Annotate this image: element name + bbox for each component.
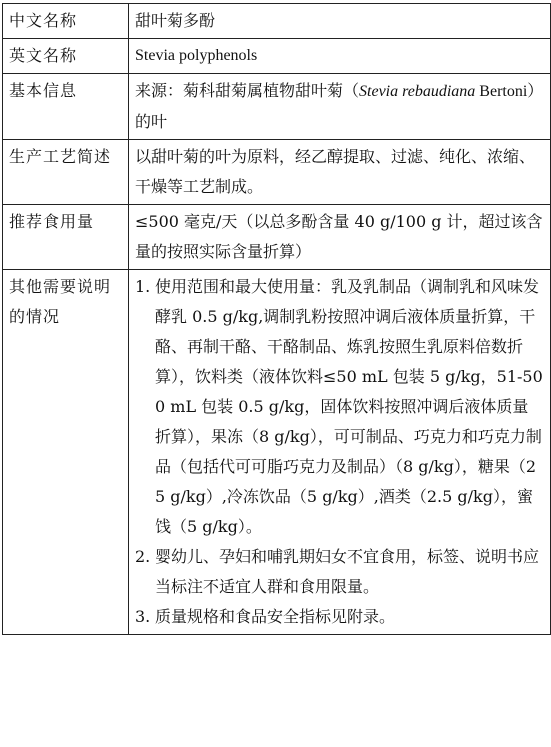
row-value [129, 270, 551, 635]
list-item [135, 542, 544, 602]
table-row-process [3, 140, 551, 205]
list-item [135, 602, 544, 632]
species-name-italic: Stevia rebaudiana [359, 83, 476, 100]
list-item-number: 2. [135, 547, 151, 566]
table-row-recommended-intake [3, 205, 551, 270]
list-item [135, 272, 544, 542]
list-item-text: 质量规格和食品安全指标见附录。 [155, 607, 396, 626]
row-value [129, 74, 551, 140]
table-row-english-name [3, 39, 551, 74]
source-text-post: ）的叶 [135, 81, 544, 131]
row-value: ≤500 毫克/天（以总多酚含量 40 g/100 g 计，超过该含量的按照实际含量折算） [129, 205, 551, 270]
row-label: 推荐食用量 [3, 205, 129, 270]
list-item-text: 婴幼儿、孕妇和哺乳期妇女不宜食用，标签、说明书应当标注不适宜人群和食用限量。 [155, 547, 540, 596]
table-row-chinese-name [3, 4, 551, 39]
row-label: 生产工艺简述 [3, 140, 129, 205]
row-label: 基本信息 [3, 74, 129, 140]
row-value: 甜叶菊多酚 [129, 4, 551, 39]
row-label: 中文名称 [3, 4, 129, 39]
list-item-number: 1. [135, 277, 151, 296]
table-row-basic-info [3, 74, 551, 140]
list-item-number: 3. [135, 607, 151, 626]
row-value: Stevia polyphenols [129, 39, 551, 74]
notes-list [135, 272, 544, 632]
source-text-pre: 来源：菊科甜菊属植物甜叶菊（ [135, 81, 360, 100]
list-item-text: 使用范围和最大使用量：乳及乳制品（调制乳和风味发酵乳 0.5 g/kg,调制乳粉按照冲调后液体质量折算，干酪、再制干酪、干酪制品、炼乳按照生乳原料倍数折算），饮料类（液体饮料≤50 mL 包装 5 g/kg，51-500 mL 包装 0.5 g/kg，固体饮料按照冲调后液体质量折算），果冻（8 g/kg），可可制品、巧克力和巧克力制品（包括代可可脂巧克力及制品）（8 g/kg），糖果（25 g/kg）,冷冻饮品（5 g/kg）,酒类（2.5 g/kg），蜜饯（5 g/kg）。 [155, 277, 543, 536]
species-author: Bertoni [475, 83, 528, 100]
table-row-other-notes [3, 270, 551, 635]
info-table [2, 3, 551, 635]
row-label: 英文名称 [3, 39, 129, 74]
row-value: 以甜叶菊的叶为原料，经乙醇提取、过滤、纯化、浓缩、干燥等工艺制成。 [129, 140, 551, 205]
row-label: 其他需要说明的情况 [3, 270, 129, 635]
